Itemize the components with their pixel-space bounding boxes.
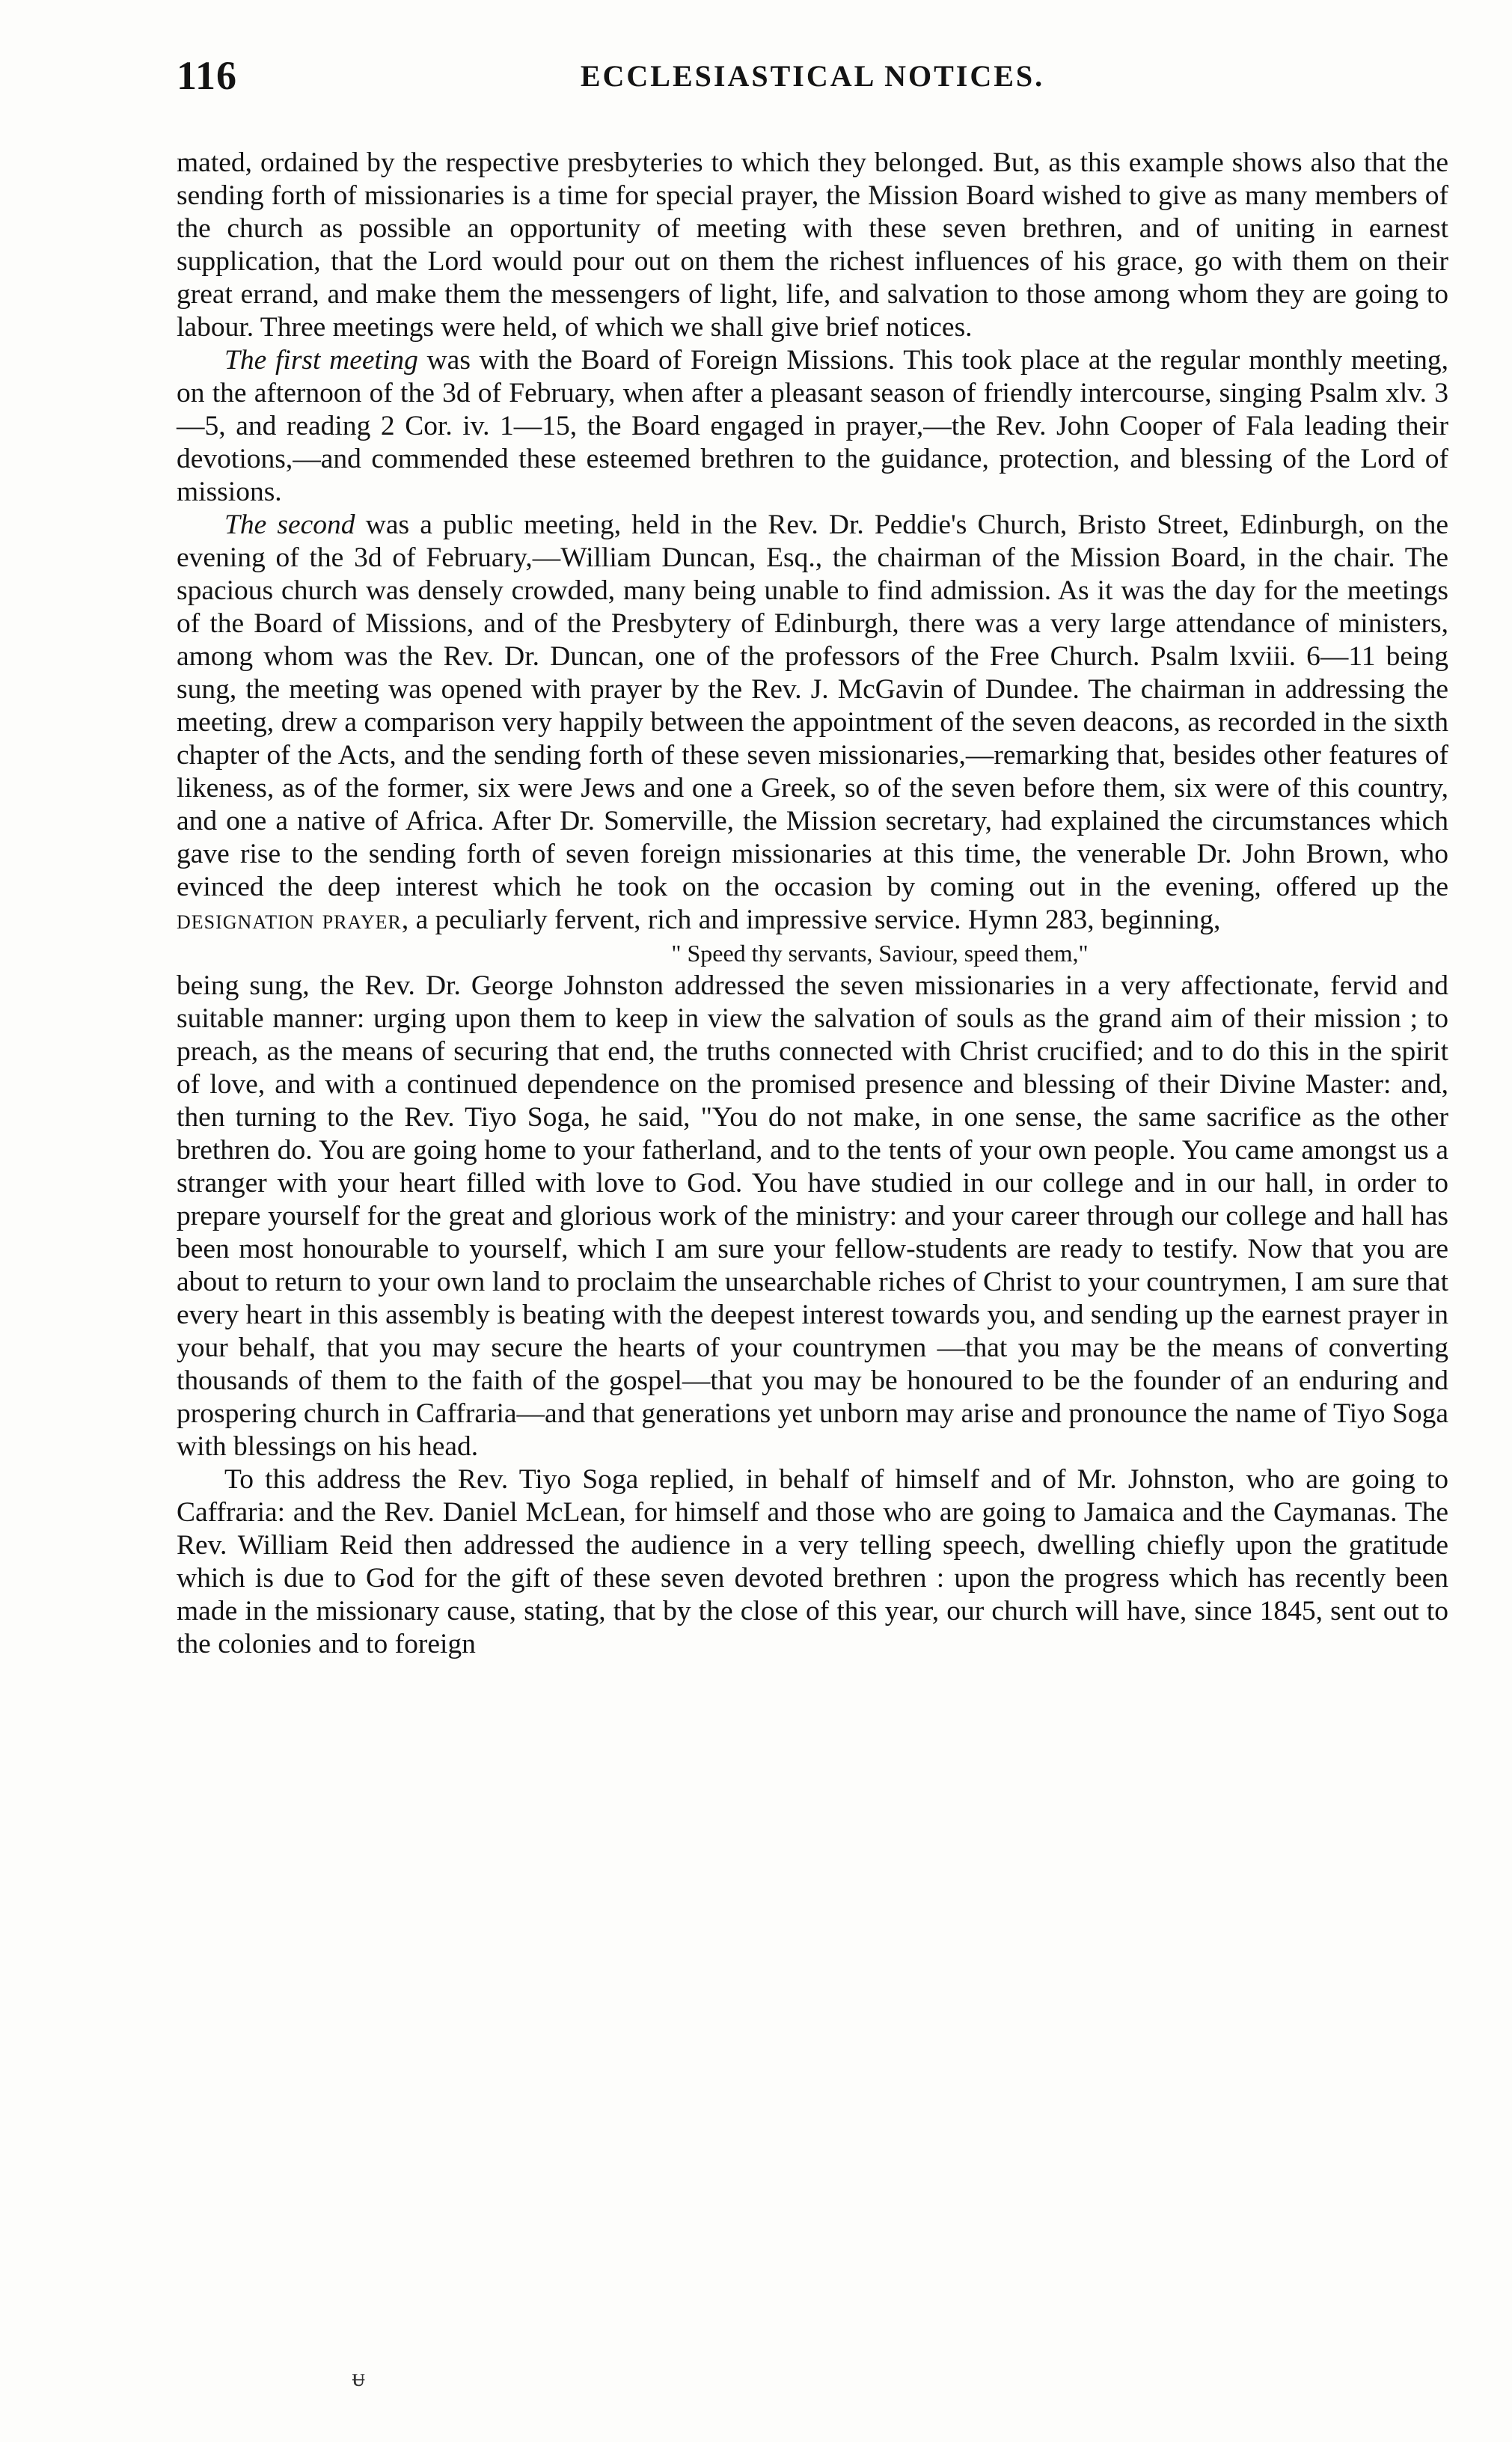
paragraph-5: To this address the Rev. Tiyo Soga replied, in behalf of himself and of Mr. Johnston, who are going to Caffraria: and the Rev. Daniel McLean, for himself and those who are going to Jamaica and the Caymanas. The Rev. William Reid then addressed the audience in a very telling speech, dwelling chiefly upon the gratitude which is due to God for the gift of these seven devoted brethren : upon the progress which has recently been made in the missionary cause, stating, that by the close of this year, our church will have, since 1845, sent out to the colonies and to foreign bbox=[177, 1464, 1448, 1659]
article-body bbox=[177, 147, 1448, 1661]
footer-printer-mark: ᵾ bbox=[352, 2364, 366, 2392]
paragraph-2 bbox=[177, 344, 1448, 509]
hymn-quote: " Speed thy servants, Saviour, speed them," bbox=[671, 940, 1089, 967]
paragraph-3-text-b: , a peculiarly fervent, rich and impressive service. Hymn 283, beginning, bbox=[401, 905, 1221, 935]
paragraph-1: mated, ordained by the respective presbyteries to which they belonged. But, as this example shows also that the sending forth of missionaries is a time for special prayer, the Mission Board wished to give as many members of the church as possible an opportunity of meeting with these seven brethren, and of uniting in earnest supplication, that the Lord would pour out on them the richest influences of his grace, go with them on their great errand, and make them the messengers of light, life, and salvation to those among whom they are going to labour. Three meetings were held, of which we shall give brief notices. bbox=[177, 147, 1448, 343]
page-number: 116 bbox=[177, 53, 238, 98]
page-header bbox=[177, 52, 1448, 112]
paragraph-4: being sung, the Rev. Dr. George Johnston addressed the seven missionaries in a very affectionate, fervid and suitable manner: urging upon them to keep in view the salvation of souls as the grand aim of their mission ; to preach, as the means of securing that end, the truths connected with Christ crucified; and to do this in the spirit of love, and with a continued dependence on the promised presence and blessing of their Divine Master: and, then turning to the Rev. Tiyo Soga, he said, "You do not make, in one sense, the same sacrifice as the other brethren do. You are going home to your fatherland, and to the tents of your own people. You came amongst us a stranger with your heart filled with love to God. You have studied in our college and in our hall, in order to prepare yourself for the great and glorious work of the ministry: and your career through our college and hall has been most honourable to yourself, which I am sure your fellow-students are ready to testify. Now that you are about to return to your own land to proclaim the unsearchable riches of Christ to your countrymen, I am sure that every heart in this assembly is beating with the deepest interest towards you, and sending up the earnest prayer in your behalf, that you may secure the hearts of your countrymen —that you may be the means of converting thousands of them to the faith of the gospel—that you may be honoured to be the founder of an enduring and prospering church in Caffraria—and that generations yet unborn may arise and pronounce the name of Tiyo Soga with blessings on his head. bbox=[177, 970, 1448, 1462]
paragraph-3-lead: The second bbox=[224, 509, 355, 540]
designation-prayer-small-caps: designation prayer bbox=[177, 905, 402, 935]
paragraph-3 bbox=[177, 509, 1448, 937]
paragraph-3-text-a: was a public meeting, held in the Rev. Dr. Peddie's Church, Bristo Street, Edinburgh, on the evening of the 3d of February,—William Duncan, Esq., the chairman of the Mission Board, in the chair. The spacious church was densely crowded, many being unable to find admission. As it was the day for the meetings of the Board of Missions, and of the Presbytery of Edinburgh, there was a very large attendance of ministers, among whom was the Rev. Dr. Duncan, one of the professors of the Free Church. Psalm lxviii. 6—11 being sung, the meeting was opened with prayer by the Rev. J. McGavin of Dundee. The chairman in addressing the meeting, drew a comparison very happily between the appointment of the seven deacons, as recorded in the sixth chapter of the Acts, and the sending forth of these seven missionaries,—remarking that, besides other features of likeness, as of the former, six were Jews and one a Greek, so of the seven before them, six were of this country, and one a native of Africa. After Dr. Somerville, the Mission secretary, had explained the circumstances which gave rise to the sending forth of seven foreign missionaries at this time, the venerable Dr. John Brown, who evinced the deep interest which he took on the occasion by coming out in the evening, offered up the bbox=[177, 509, 1448, 902]
paragraph-2-text: was with the Board of Foreign Missions. This took place at the regular monthly meeting, on the afternoon of the 3d of February, when after a pleasant season of friendly intercourse, singing Psalm xlv. 3—5, and reading 2 Cor. iv. 1—15, the Board engaged in prayer,—the Rev. John Cooper of Fala leading their devotions,—and commended these esteemed brethren to the guidance, protection, and blessing of the Lord of missions. bbox=[177, 345, 1449, 507]
running-head: ECCLESIASTICAL NOTICES. bbox=[580, 59, 1045, 93]
paragraph-2-lead: The first meeting bbox=[224, 345, 418, 376]
